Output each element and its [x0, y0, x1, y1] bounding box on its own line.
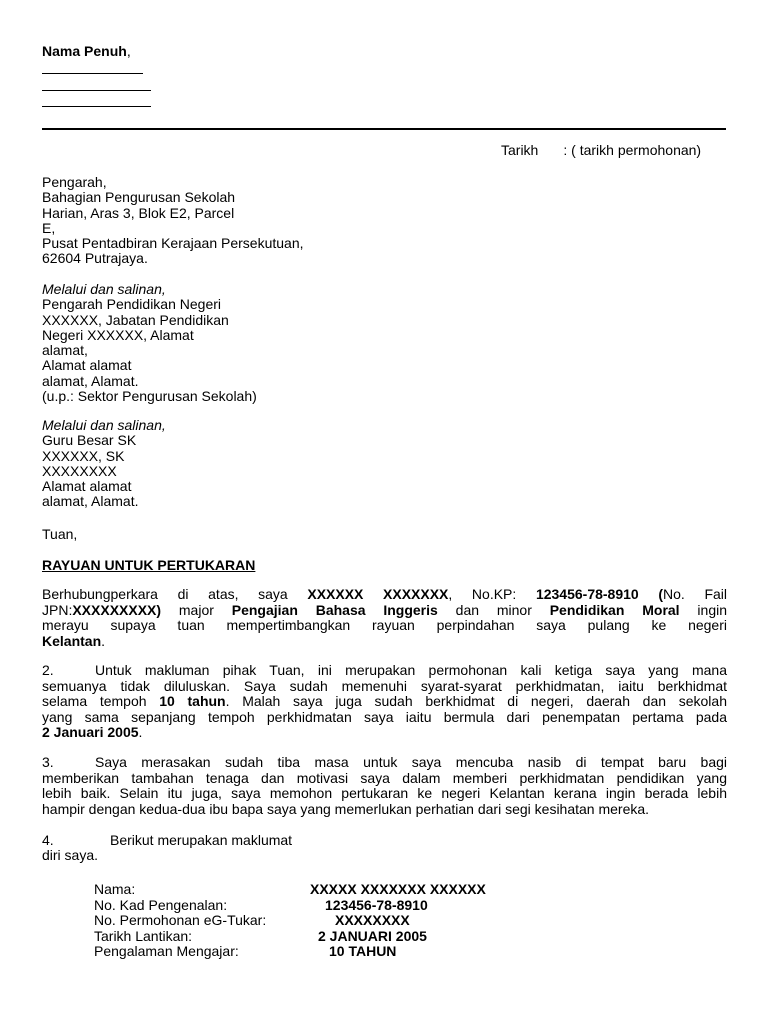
sender-blank-line-3: [42, 93, 151, 107]
cc-block-2: Melalui dan salinan, Guru Besar SK XXXXXX, SK XXXXXXXX Alamat alamat alamat, Alamat.: [42, 417, 166, 510]
cc-heading: Melalui dan salinan,: [42, 281, 166, 297]
cc-block-1: Melalui dan salinan, Pengarah Pendidikan Negeri XXXXXX, Jabatan Pendidikan Negeri XXXXXX, Alamat alamat, Alamat alamat alamat, Alamat. (u.p.: Sektor Pengurusan Sekolah): [42, 281, 257, 405]
paragraph-2: 2. Untuk makluman pihak Tuan, ini merupakan permohonan kali ketiga saya yang mana semuanya tidak diluluskan. Saya sudah memenuhi syarat-syarat perkhidmatan, iaitu berkhidmat selama tempoh 10 tahun. Malah saya juga sudah berkhidmat di negeri, daerah dan sekolah yang sama sepanjang tempoh perkhidmatan saya iaitu bermula dari penempatan pertama pada 2 Januari 2005.: [42, 662, 727, 740]
salutation: Tuan,: [42, 526, 78, 542]
date-label: Tarikh: [501, 142, 539, 158]
paragraph-1: Berhubungperkara di atas, saya XXXXXX XXXXXXX, No.KP: 123456-78-8910 (No. Fail JPN:XXXXXXXXX) major Pengajian Bahasa Inggeris dan minor Pendidikan Moral ingin merayu supaya tuan mempertimbangkan rayuan perpindahan saya pulang ke negeri Kelantan.: [42, 586, 727, 649]
sender-name-label: Nama Penuh,: [42, 43, 131, 59]
header-divider: [42, 128, 726, 130]
sender-blank-line-1: [42, 60, 143, 74]
subject-heading: RAYUAN UNTUK PERTUKARAN: [42, 557, 256, 573]
paragraph-3: 3. Saya merasakan sudah tiba masa untuk saya mencuba nasib di tempat baru bagi memberikan tambahan tenaga dan motivasi saya dalam memberi perkhidmatan pendidikan yang lebih baik. Selain itu juga, saya memohon pertukaran ke negeri Kelantan kerana ingin berada lebih hampir dengan kedua-dua ibu bapa saya yang memerlukan perhatian dari segi kesihatan mereka.: [42, 754, 727, 817]
date-value: : ( tarikh permohonan): [563, 142, 702, 158]
letter-page: Nama Penuh, Tarikh : ( tarikh permohonan) Pengarah, Bahagian Pengurusan Sekolah Harian, Aras 3, Blok E2, Parcel E, Pusat Pentadbiran Kerajaan Persekutuan, 62604 Putrajaya. Melalui dan salinan, Pengarah Pendidikan Negeri XXXXXX, Jabatan Pendidikan Negeri XXXXXX, Alamat alamat, Alamat alamat alamat, Alamat. (u.p.: Sektor Pengurusan Sekolah) Melalui dan salinan, Guru Besar SK XXXXXX, SK XXXXXXXX Alamat alamat alamat, Alamat. Tuan, RAYUAN UNTUK PERTUKARAN Berhubungperkara di atas, saya XXXXXX XXXXXXX, No.KP: 123456-78-8910 (No. Fail JPN:XXXXXXXXX) major Pengajian Bahasa Inggeris dan minor Pendidikan Moral ingin merayu supaya tuan mempertimbangkan rayuan perpindahan saya pulang ke negeri Kelantan. 2. Untuk makluman pihak Tuan, ini merupakan permohonan kali ketiga saya yang mana semuanya tidak diluluskan. Saya sudah memenuhi syarat-syarat perkhidmatan, iaitu berkhidmat selama tempoh 10 tahun. Malah saya juga sudah berkhidmat di negeri, daerah dan sekolah yang sama sepanjang tempoh perkhidmatan saya iaitu bermula dari penempatan pertama pada 2 Januari 2005. 3. Saya merasakan sudah tiba masa untuk saya mencuba nasib di tempat baru bagi memberikan tambahan tenaga dan motivasi saya dalam memberi perkhidmatan pendidikan yang lebih baik. Selain itu juga, saya memohon pertukaran ke negeri Kelantan kerana ingin berada lebih hampir dengan kedua-dua ibu bapa saya yang memerlukan perhatian dari segi kesihatan mereka. 4. Berikut merupakan maklumat diri saya. Nama: XXXXX XXXXXXX XXXXXX No. Kad Pengenalan: 123456-78-8910 No. Permohonan eG-Tukar: XXXXXXXX Tarikh Lantikan: 2 JANUARI 2005 Pengalaman Mengajar: 10 TAHUN: [42, 43, 727, 959]
recipient-address: Pengarah, Bahagian Pengurusan Sekolah Harian, Aras 3, Blok E2, Parcel E, Pusat Pentadbiran Kerajaan Persekutuan, 62604 Putrajaya.: [42, 174, 304, 267]
date-row: [501, 143, 701, 158]
cc-heading: Melalui dan salinan,: [42, 417, 166, 433]
sender-blank-line-2: [42, 77, 151, 91]
paragraph-4: 4. Berikut merupakan maklumat diri saya.: [42, 832, 293, 863]
